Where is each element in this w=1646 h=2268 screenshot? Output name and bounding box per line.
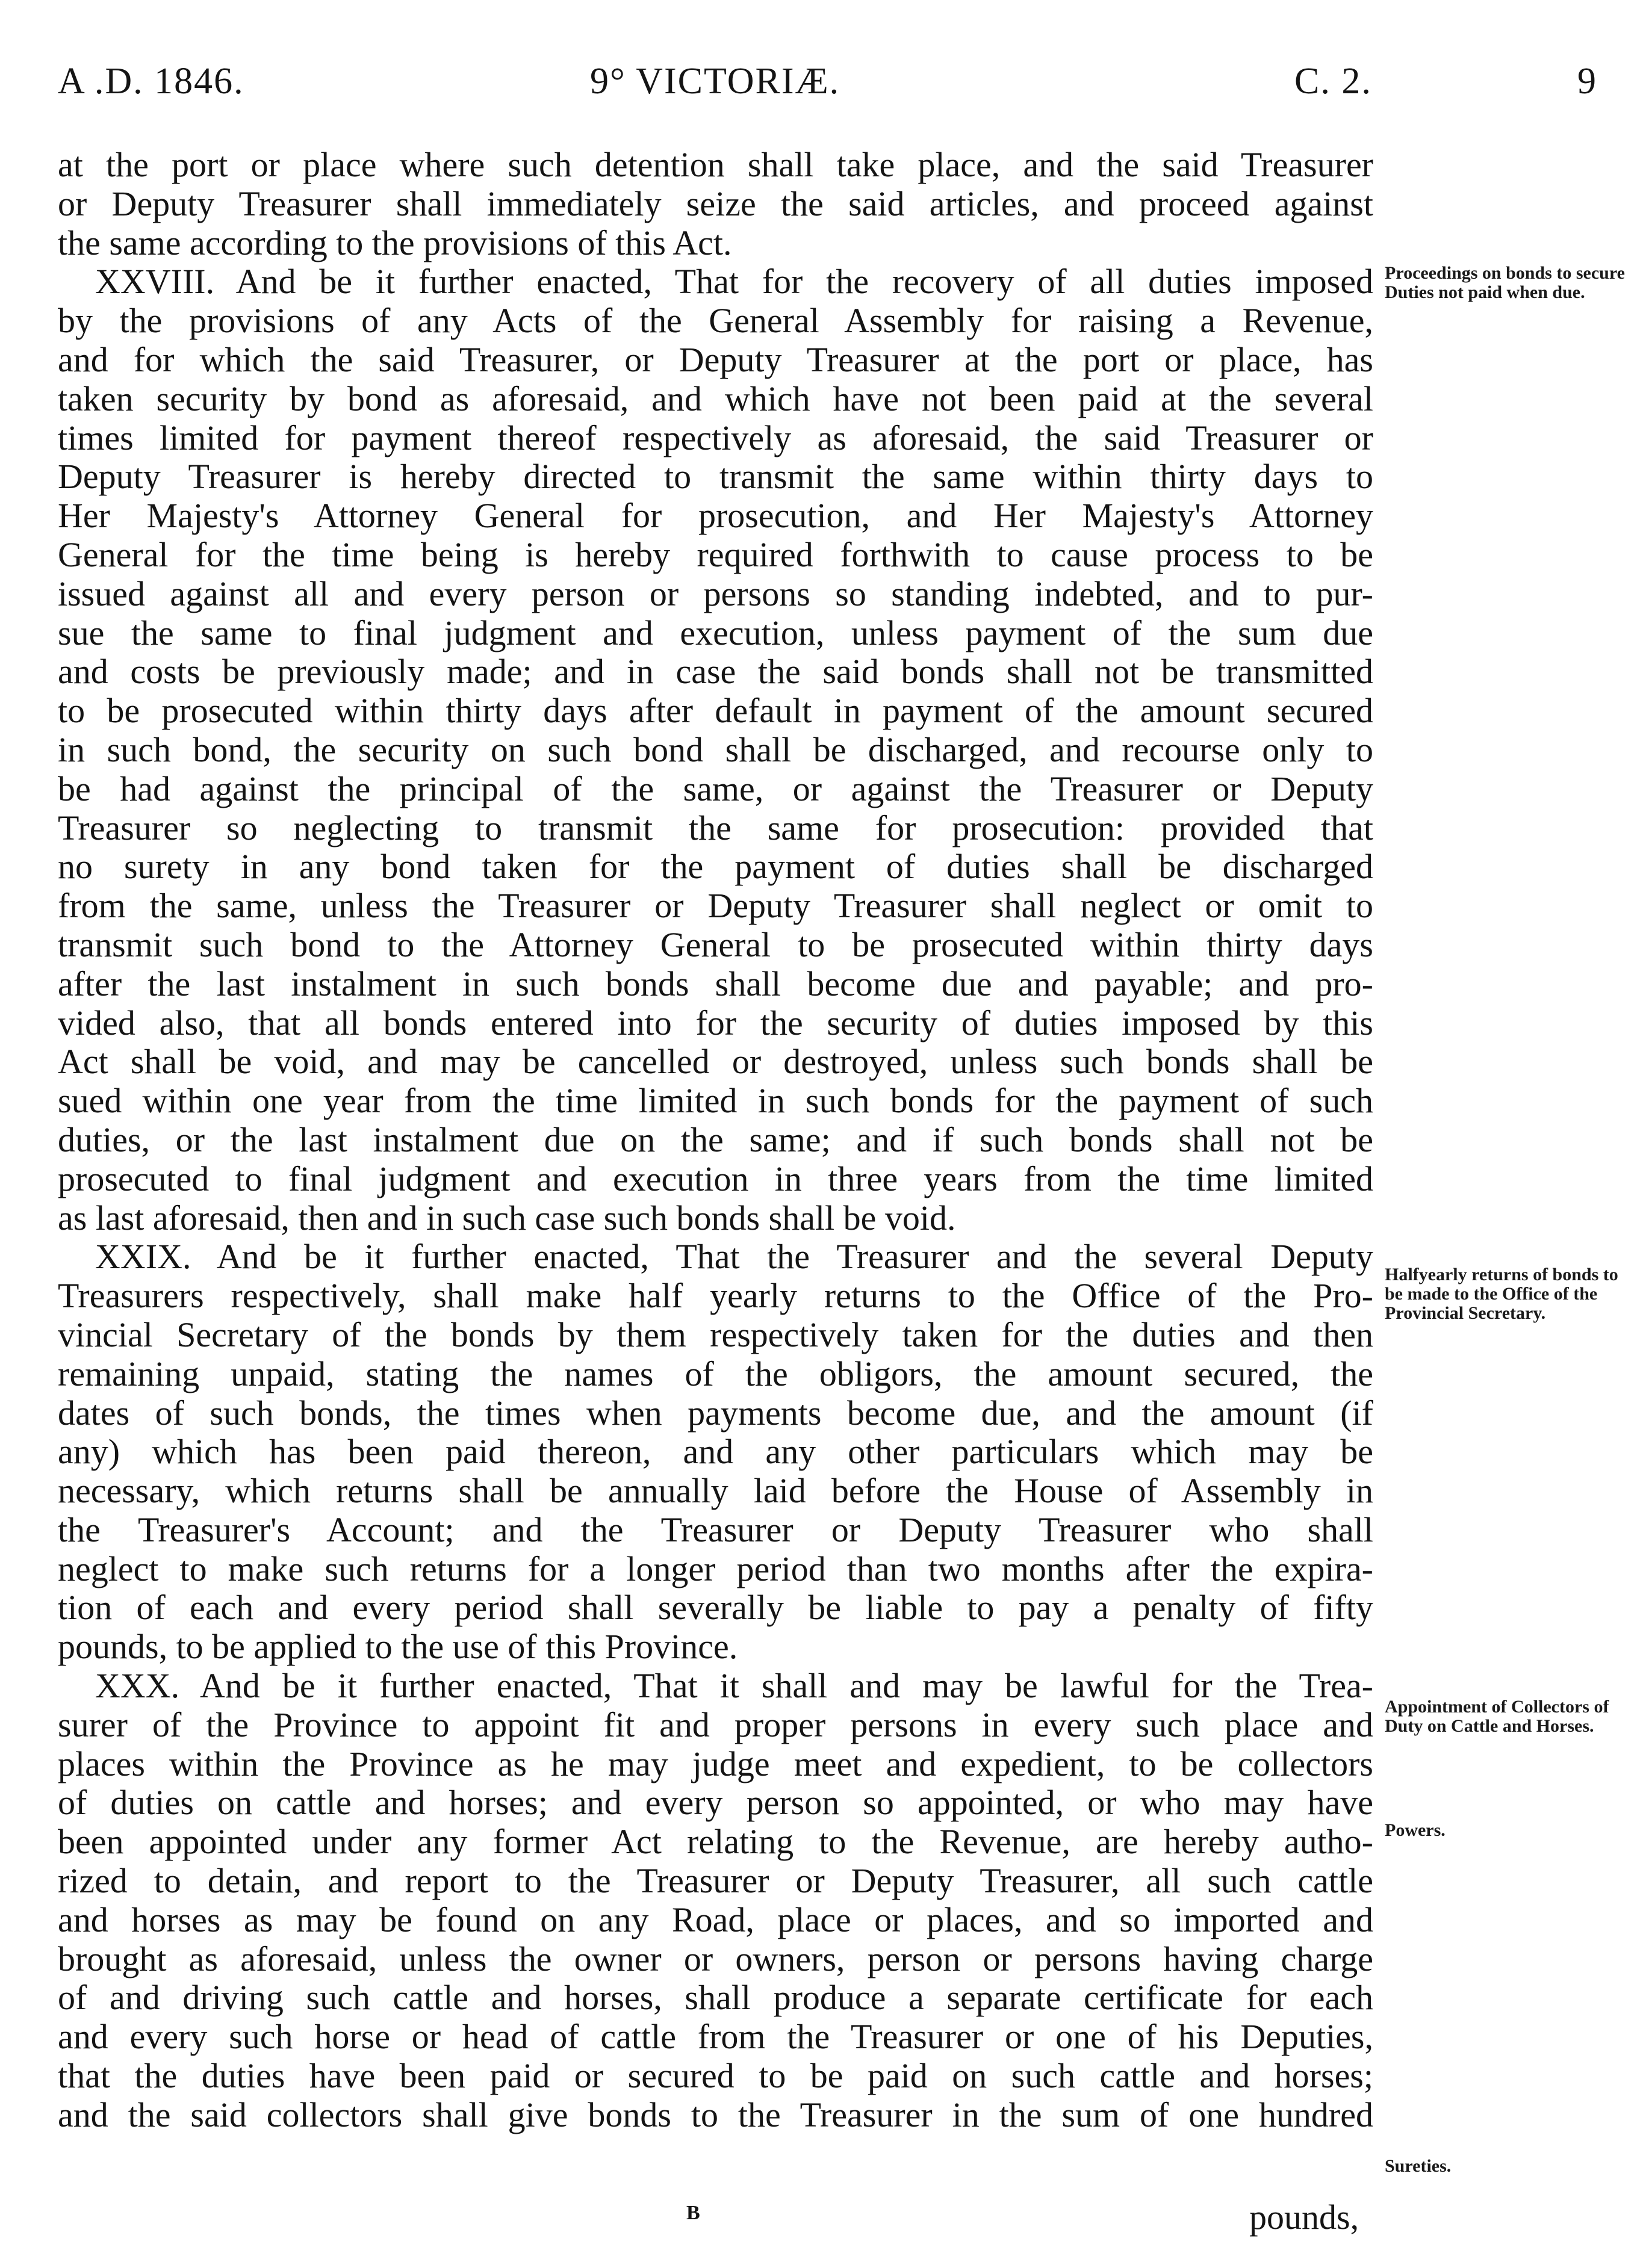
text-line: at the port or place where such detention shall take place, and the said Treasurer	[58, 145, 1373, 184]
text-line: issued against all and every person or persons so standing indebted, and to pur-	[58, 574, 1373, 613]
margin-note-appointment-collectors: Appointment of Collectors of Duty on Cattle and Horses.	[1385, 1697, 1609, 1736]
margin-note-sureties: Sureties.	[1385, 2156, 1452, 2176]
text-line: and for which the said Treasurer, or Deputy Treasurer at the port or place, has	[58, 339, 1373, 379]
text-line: remaining unpaid, stating the names of the obligors, the amount secured, the	[58, 1354, 1373, 1393]
text-line: and every such horse or head of cattle from the Treasurer or one of his Deputies,	[58, 2017, 1373, 2057]
text-line: the same according to the provisions of this Act.	[58, 223, 732, 262]
signature-mark: B	[686, 2202, 700, 2224]
text-line: been appointed under any former Act relating to the Revenue, are hereby autho-	[58, 1822, 1373, 1862]
text-line: that the duties have been paid or secured to be paid on such cattle and horses;	[58, 2056, 1373, 2096]
text-line: duties, or the last instalment due on the same; and if such bonds shall not be	[58, 1120, 1373, 1159]
text-line: any) which has been paid thereon, and any other particulars which may be	[58, 1432, 1373, 1472]
text-line: places within the Province as he may judge meet and expedient, to be collectors	[58, 1744, 1373, 1783]
section-heading-line: XXIX. And be it further enacted, That the Treasurer and the several Deputy	[95, 1237, 1373, 1277]
text-line: in such bond, the security on such bond shall be discharged, and recourse only to	[58, 730, 1373, 769]
page-footer	[0, 2197, 1646, 2251]
text-line: vided also, that all bonds entered into for the security of duties imposed by this	[58, 1003, 1373, 1043]
text-line: sue the same to final judgment and execution, unless payment of the sum due	[58, 613, 1373, 652]
text-line: necessary, which returns shall be annually laid before the House of Assembly in	[58, 1471, 1373, 1511]
text-line: brought as aforesaid, unless the owner or owners, person or persons having charge	[58, 1939, 1373, 1978]
text-line: transmit such bond to the Attorney General to be prosecuted within thirty days	[58, 925, 1373, 964]
header-title: 9° VICTORIÆ.	[590, 61, 840, 102]
text-line: taken security by bond as aforesaid, and which have not been paid at the several	[58, 379, 1373, 418]
text-line: and the said collectors shall give bonds to the Treasurer in the sum of one hundred	[58, 2095, 1373, 2134]
text-line: and horses as may be found on any Road, place or places, and so imported and	[58, 1900, 1373, 1939]
text-line: Treasurers respectively, shall make half yearly returns to the Office of the Pro-	[58, 1276, 1373, 1316]
text-line: after the last instalment in such bonds shall become due and payable; and pro-	[58, 964, 1373, 1003]
text-line: Deputy Treasurer is hereby directed to transmit the same within thirty days to	[58, 457, 1373, 497]
margin-note-powers: Powers.	[1385, 1820, 1446, 1840]
section-heading-line: XXX. And be it further enacted, That it shall and may be lawful for the Trea-	[95, 1666, 1373, 1706]
margin-note-halfyearly-returns: Halfyearly returns of bonds to be made to the Office of the Provincial Secretary.	[1385, 1265, 1618, 1323]
text-line: prosecuted to final judgment and execution in three years from the time limited	[58, 1159, 1373, 1198]
text-line: of and driving such cattle and horses, shall produce a separate certificate for each	[58, 1978, 1373, 2018]
header-chapter: C. 2.	[1294, 61, 1372, 102]
text-line: or Deputy Treasurer shall immediately seize the said articles, and proceed against	[58, 184, 1373, 223]
text-line: as last aforesaid, then and in such case such bonds shall be void.	[58, 1198, 956, 1238]
text-line: surer of the Province to appoint fit and proper persons in every such place and	[58, 1705, 1373, 1744]
text-line: of duties on cattle and horses; and every person so appointed, or who may have	[58, 1783, 1373, 1823]
text-line: be had against the principal of the same, or against the Treasurer or Deputy	[58, 769, 1373, 808]
text-line: the Treasurer's Account; and the Treasurer or Deputy Treasurer who shall	[58, 1510, 1373, 1549]
text-line: Act shall be void, and may be cancelled or destroyed, unless such bonds shall be	[58, 1042, 1373, 1082]
text-line: General for the time being is hereby required forthwith to cause process to be	[58, 534, 1373, 574]
page-number: 9	[1577, 61, 1597, 102]
text-line: pounds, to be applied to the use of this Province.	[58, 1627, 738, 1667]
text-line: tion of each and every period shall severally be liable to pay a penalty of fifty	[58, 1588, 1373, 1628]
text-line: no surety in any bond taken for the payment of duties shall be discharged	[58, 847, 1373, 887]
text-line: Her Majesty's Attorney General for prosecution, and Her Majesty's Attorney	[58, 496, 1373, 536]
catchword: pounds,	[1249, 2198, 1359, 2237]
text-line: Treasurer so neglecting to transmit the same for prosecution: provided that	[58, 808, 1373, 847]
text-line: rized to detain, and report to the Treasurer or Deputy Treasurer, all such cattle	[58, 1861, 1373, 1901]
statute-text	[58, 146, 1373, 2135]
text-line: times limited for payment thereof respectively as aforesaid, the said Treasurer or	[58, 418, 1373, 457]
text-line: by the provisions of any Acts of the General Assembly for raising a Revenue,	[58, 301, 1373, 341]
text-line: and costs be previously made; and in case the said bonds shall not be transmitted	[58, 652, 1373, 692]
running-header	[0, 60, 1646, 114]
text-line: from the same, unless the Treasurer or Deputy Treasurer shall neglect or omit to	[58, 886, 1373, 926]
text-line: neglect to make such returns for a longer period than two months after the expira-	[58, 1549, 1373, 1588]
text-line: dates of such bonds, the times when payments become due, and the amount (if	[58, 1393, 1373, 1433]
section-heading-line: XXVIII. And be it further enacted, That for the recovery of all duties imposed	[95, 262, 1373, 302]
text-line: sued within one year from the time limited in such bonds for the payment of such	[58, 1081, 1373, 1121]
text-line: to be prosecuted within thirty days after default in payment of the amount secured	[58, 691, 1373, 731]
text-line: vincial Secretary of the bonds by them respectively taken for the duties and then	[58, 1315, 1373, 1354]
margin-note-bond-proceedings: Proceedings on bonds to secure Duties not paid when due.	[1385, 263, 1625, 302]
header-year: A .D. 1846.	[58, 61, 244, 102]
